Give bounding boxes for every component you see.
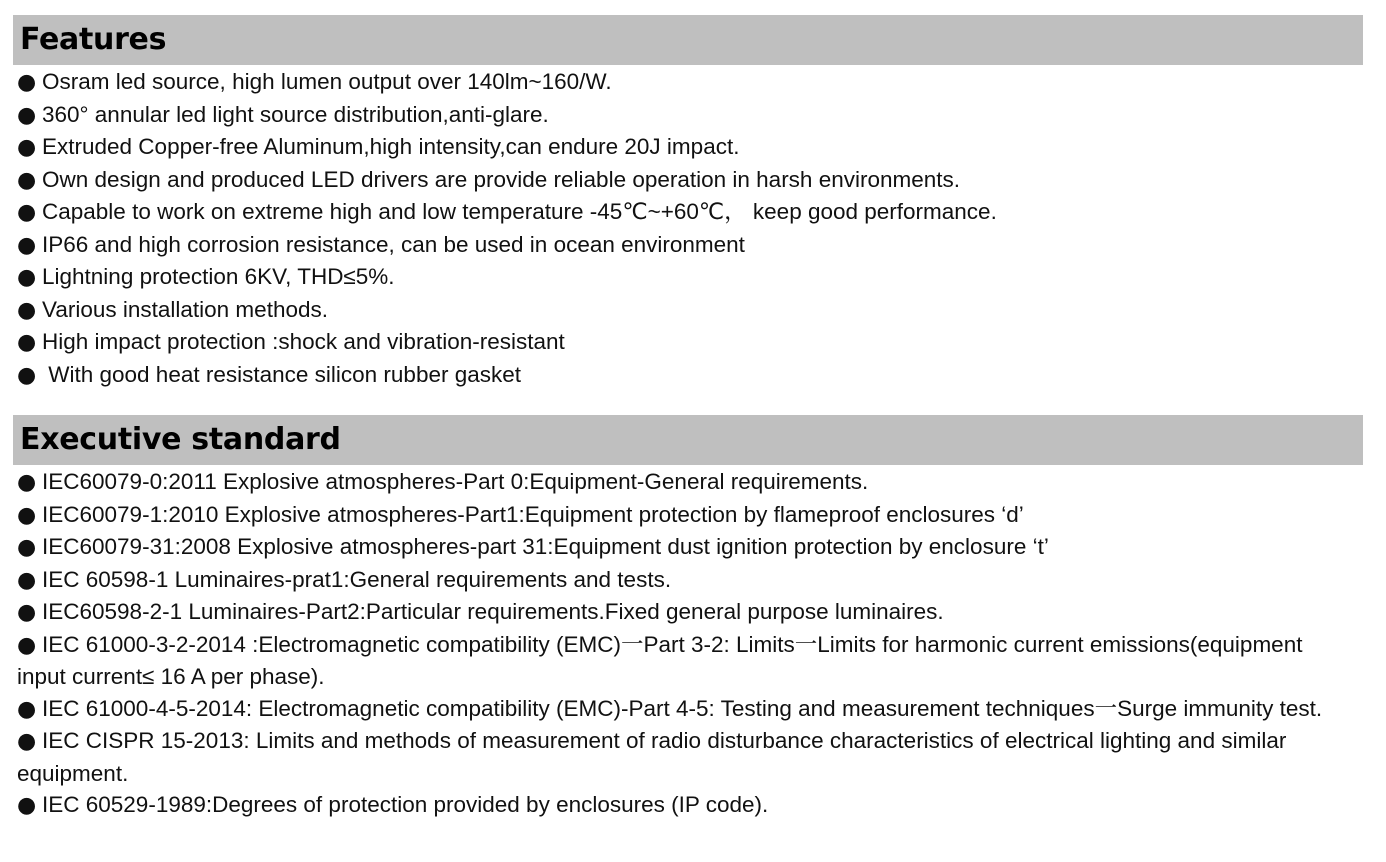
list-item-text: IEC CISPR 15-2013: Limits and methods of measurement of radio disturbance characteristics of electrical lighting and similar equipment. — [17, 728, 1287, 786]
bullet-icon: ● — [17, 470, 37, 495]
list-item — [17, 164, 1367, 197]
list-item — [17, 229, 1367, 262]
executive-standard-list — [17, 466, 1347, 822]
list-item-text: Lightning protection 6KV, THD≤5%. — [42, 264, 395, 289]
bullet-icon: ● — [17, 502, 37, 528]
list-item-text: IEC60079-31:2008 Explosive atmospheres-part 31:Equipment dust ignition protection by enclosure ‘t’ — [42, 534, 1049, 559]
list-item — [17, 326, 1367, 359]
bullet-icon: ● — [17, 167, 37, 193]
list-item — [17, 196, 1367, 229]
list-item-text: IP66 and high corrosion resistance, can be used in ocean environment — [42, 231, 745, 257]
bullet-icon: ● — [17, 362, 37, 388]
list-item-text: IEC60079-1:2010 Explosive atmospheres-Part1:Equipment protection by flameproof enclosures ‘d’ — [42, 501, 1024, 527]
bullet-icon: ● — [17, 729, 37, 754]
features-list — [17, 66, 1367, 391]
bullet-icon: ● — [17, 535, 37, 560]
executive-standard-title: Executive standard — [20, 422, 341, 457]
list-item — [17, 564, 1347, 597]
list-item-text: 360° annular led light source distribution,anti-glare. — [42, 101, 549, 127]
list-item — [17, 531, 1347, 564]
list-item-text: IEC60598-2-1 Luminaires-Part2:Particular requirements.Fixed general purpose luminaires. — [42, 599, 944, 624]
bullet-icon: ● — [17, 265, 37, 290]
list-item-text: Extruded Copper-free Aluminum,high intensity,can endure 20J impact. — [42, 134, 740, 159]
list-item-text: High impact protection :shock and vibration-resistant — [42, 329, 565, 354]
list-item-text: Osram led source, high lumen output over 140lm~160/W. — [42, 69, 612, 94]
bullet-icon: ● — [17, 297, 37, 323]
list-item-text: IEC60079-0:2011 Explosive atmospheres-Part 0:Equipment-General requirements. — [42, 469, 869, 494]
bullet-icon: ● — [17, 567, 37, 593]
bullet-icon: ● — [17, 232, 37, 258]
bullet-icon: ● — [17, 696, 37, 722]
list-item — [17, 725, 1347, 789]
bullet-icon: ● — [17, 600, 37, 625]
bullet-icon: ● — [17, 70, 37, 95]
features-title: Features — [20, 22, 167, 57]
list-item — [17, 294, 1367, 327]
list-item-text: IEC 60598-1 Luminaires-prat1:General requirements and tests. — [42, 566, 672, 592]
list-item — [17, 499, 1347, 532]
executive-standard-header — [13, 415, 1363, 465]
bullet-icon: ● — [17, 330, 37, 355]
list-item-text: IEC 60529-1989:Degrees of protection provided by enclosures (IP code). — [42, 792, 769, 817]
bullet-icon: ● — [17, 135, 37, 160]
list-item-text: Own design and produced LED drivers are provide reliable operation in harsh environments. — [42, 166, 961, 192]
list-item — [17, 466, 1347, 499]
list-item-text: With good heat resistance silicon rubber gasket — [42, 361, 522, 387]
list-item — [17, 131, 1367, 164]
list-item — [17, 596, 1347, 629]
list-item — [17, 629, 1347, 693]
list-item — [17, 99, 1367, 132]
features-header — [13, 15, 1363, 65]
bullet-icon: ● — [17, 200, 37, 225]
list-item — [17, 359, 1367, 392]
list-item-text: Capable to work on extreme high and low temperature -45℃~+60℃， keep good performance. — [42, 199, 997, 224]
bullet-icon: ● — [17, 632, 37, 658]
list-item-text: Various installation methods. — [42, 296, 328, 322]
bullet-icon: ● — [17, 793, 37, 818]
list-item-text: IEC 61000-4-5-2014: Electromagnetic compatibility (EMC)-Part 4-5: Testing and measurement techniques一Surge immunity test. — [42, 695, 1323, 721]
list-item — [17, 66, 1367, 99]
list-item-text: IEC 61000-3-2-2014 :Electromagnetic compatibility (EMC)一Part 3-2: Limits一Limits for harmonic current emissions(equipment input current≤ 16 A per phase). — [17, 631, 1303, 689]
bullet-icon: ● — [17, 102, 37, 128]
list-item — [17, 789, 1347, 822]
list-item — [17, 261, 1367, 294]
list-item — [17, 693, 1347, 726]
